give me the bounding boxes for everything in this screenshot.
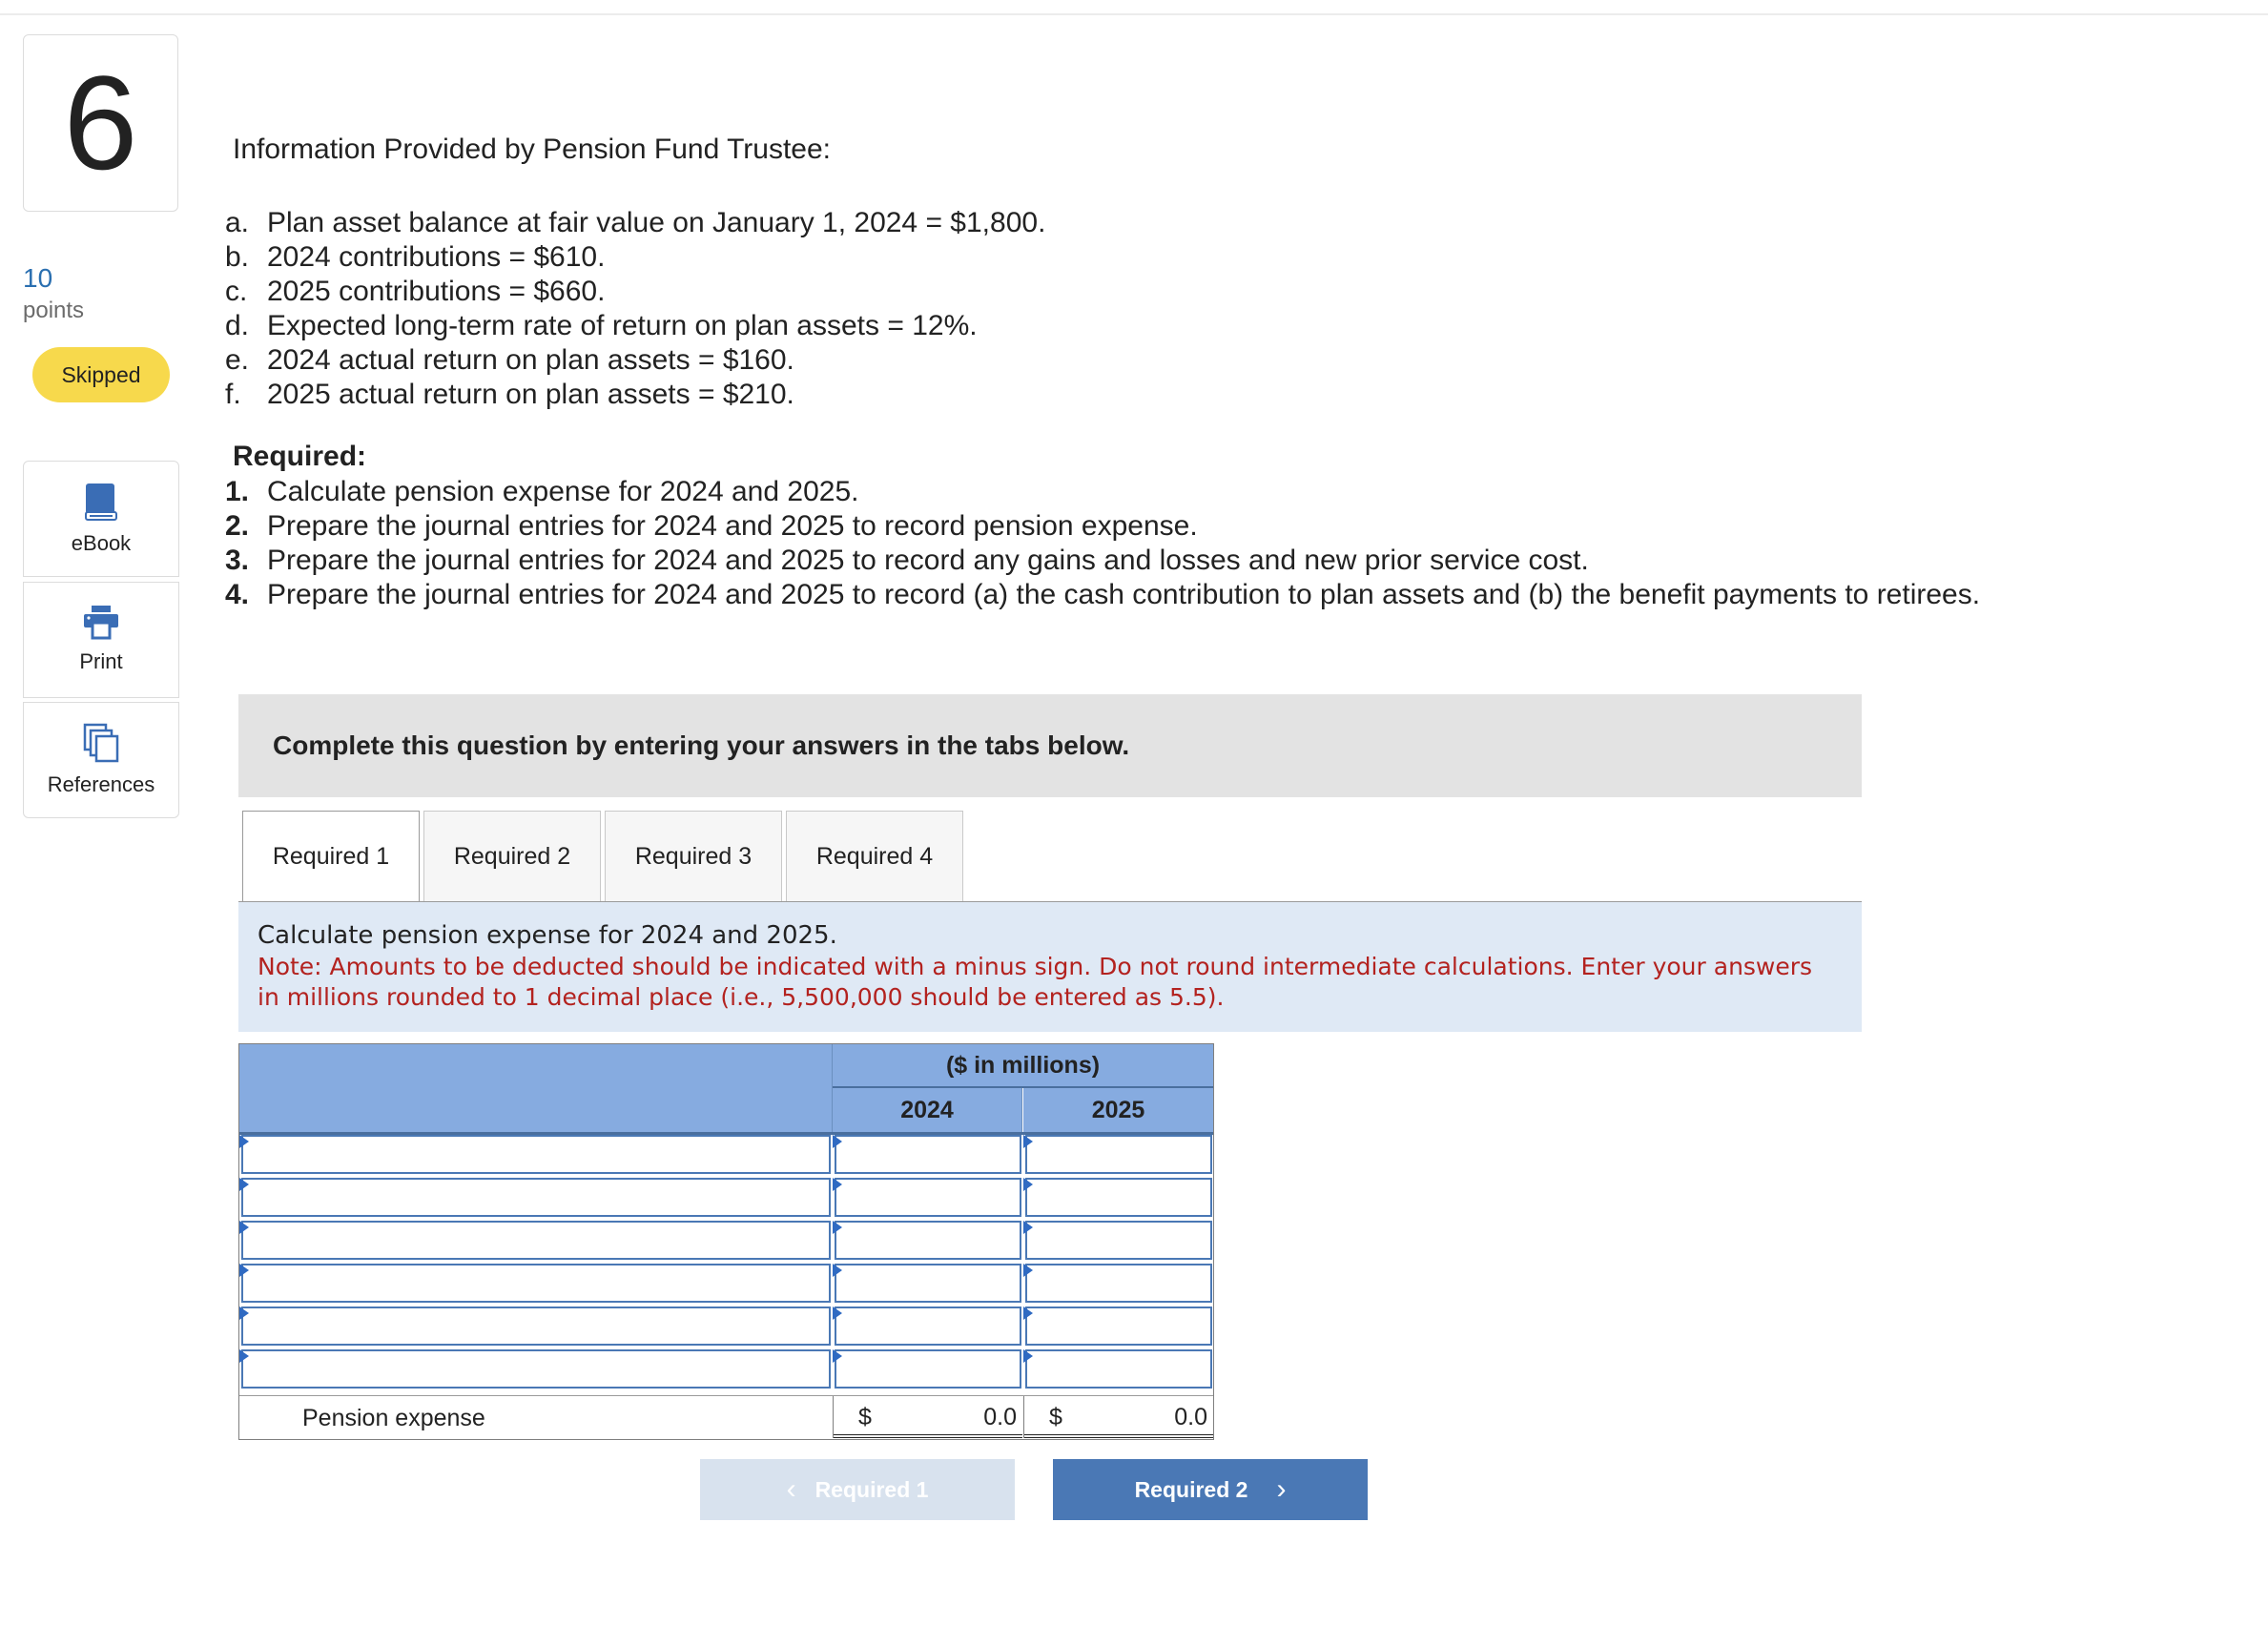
info-item: e. 2024 actual return on plan assets = $160. <box>225 344 794 376</box>
amount-2025-input[interactable] <box>1025 1221 1212 1260</box>
currency-symbol: $ <box>858 1404 872 1430</box>
dropdown-indicator-icon <box>1023 1307 1033 1320</box>
pension-component-input[interactable] <box>241 1178 831 1217</box>
dropdown-indicator-icon <box>1023 1221 1033 1234</box>
required-item: 3. Prepare the journal entries for 2024 and 2025 to record any gains and losses and new prior service cost. <box>225 545 1589 576</box>
amount-2024-input[interactable] <box>835 1221 1021 1260</box>
points-value: 10 <box>23 263 53 293</box>
table-unit-header: ($ in millions) <box>833 1044 1213 1088</box>
amount-2025-input[interactable] <box>1025 1349 1212 1389</box>
tab-required-4[interactable]: Required 4 <box>786 811 963 902</box>
references-button[interactable] <box>23 702 179 818</box>
instruction-note: Note: Amounts to be deducted should be indicated with a minus sign. Do not round intermediate calculations. Enter your answers in millions rounded to 1 decimal place (i.e., 5,500,000 should be entered as 5.5). <box>258 953 1813 1011</box>
required-item: 2. Prepare the journal entries for 2024 and 2025 to record pension expense. <box>225 510 1198 542</box>
printer-icon <box>82 606 120 640</box>
pension-expense-2025-value: 0.0 <box>1174 1404 1207 1430</box>
tab-required-1[interactable]: Required 1 <box>242 811 420 902</box>
dropdown-indicator-icon <box>1023 1135 1033 1148</box>
dropdown-indicator-icon <box>833 1178 842 1191</box>
dropdown-indicator-icon <box>833 1221 842 1234</box>
dropdown-indicator-icon <box>1023 1349 1033 1363</box>
dropdown-indicator-icon <box>1023 1178 1033 1191</box>
dropdown-indicator-icon <box>833 1135 842 1148</box>
info-item: b. 2024 contributions = $610. <box>225 241 606 273</box>
ebook-label: eBook <box>71 531 132 555</box>
pension-expense-2024-cell <box>833 1396 1022 1438</box>
instruction-text: Calculate pension expense for 2024 and 2025. <box>258 921 837 950</box>
required-title: Required: <box>233 441 367 472</box>
pension-expense-2025-cell <box>1023 1396 1213 1438</box>
tab-required-3[interactable]: Required 3 <box>605 811 782 902</box>
pension-component-input[interactable] <box>241 1307 831 1346</box>
required-list <box>225 475 2003 612</box>
prev-tab-label: Required 1 <box>814 1476 929 1502</box>
prev-tab-button[interactable] <box>700 1459 1015 1520</box>
amount-2025-input[interactable] <box>1025 1307 1212 1346</box>
next-tab-label: Required 2 <box>1134 1476 1248 1502</box>
amount-2025-input[interactable] <box>1025 1135 1212 1174</box>
amount-2024-input[interactable] <box>835 1264 1021 1303</box>
references-icon <box>83 723 119 763</box>
double-underline <box>1024 1434 1213 1438</box>
info-item: d. Expected long-term rate of return on plan assets = 12%. <box>225 310 978 341</box>
pension-component-input[interactable] <box>241 1221 831 1260</box>
complete-banner: Complete this question by entering your answers in the tabs below. <box>238 694 1862 797</box>
dropdown-indicator-icon <box>239 1349 249 1363</box>
dropdown-indicator-icon <box>239 1135 249 1148</box>
chevron-left-icon: ‹ <box>786 1473 796 1505</box>
dropdown-indicator-icon <box>1023 1264 1033 1277</box>
amount-2025-input[interactable] <box>1025 1178 1212 1217</box>
pension-expense-table <box>238 1043 1214 1440</box>
points-label: points <box>23 298 85 323</box>
top-divider <box>0 13 2268 15</box>
amount-2024-input[interactable] <box>835 1349 1021 1389</box>
info-item: f. 2025 actual return on plan assets = $210. <box>225 379 794 410</box>
pension-component-input[interactable] <box>241 1264 831 1303</box>
amount-2024-input[interactable] <box>835 1135 1021 1174</box>
tab-bar <box>242 811 967 902</box>
dropdown-indicator-icon <box>239 1307 249 1320</box>
currency-symbol: $ <box>1049 1404 1062 1430</box>
instructions-panel <box>238 902 1862 1032</box>
table-year-header-2025: 2025 <box>1023 1088 1213 1132</box>
ebook-button[interactable] <box>23 461 179 577</box>
tab-required-2[interactable]: Required 2 <box>423 811 601 902</box>
dropdown-indicator-icon <box>833 1307 842 1320</box>
info-item: c. 2025 contributions = $660. <box>225 276 606 307</box>
pension-component-input[interactable] <box>241 1349 831 1389</box>
dropdown-indicator-icon <box>833 1349 842 1363</box>
book-icon <box>84 482 118 522</box>
table-year-header-2024: 2024 <box>833 1088 1022 1132</box>
question-number: 6 <box>23 34 178 212</box>
amount-2024-input[interactable] <box>835 1307 1021 1346</box>
required-item: 4. Prepare the journal entries for 2024 and 2025 to record (a) the cash contribution to plan assets and (b) the benefit payments to retirees. <box>225 579 1981 610</box>
dropdown-indicator-icon <box>239 1221 249 1234</box>
double-underline <box>834 1434 1022 1438</box>
amount-2025-input[interactable] <box>1025 1264 1212 1303</box>
dropdown-indicator-icon <box>833 1264 842 1277</box>
amount-2024-input[interactable] <box>835 1178 1021 1217</box>
references-label: References <box>47 772 155 796</box>
status-badge: Skipped <box>32 347 170 402</box>
print-button[interactable] <box>23 582 179 698</box>
chevron-right-icon: › <box>1276 1473 1287 1505</box>
pension-expense-total-row <box>239 1395 1213 1439</box>
dropdown-indicator-icon <box>239 1178 249 1191</box>
info-title: Information Provided by Pension Fund Trustee: <box>233 134 832 165</box>
table-header-label-column <box>239 1044 833 1132</box>
dropdown-indicator-icon <box>239 1264 249 1277</box>
pension-component-input[interactable] <box>241 1135 831 1174</box>
pension-expense-label: Pension expense <box>302 1404 485 1431</box>
required-item: 1. Calculate pension expense for 2024 and 2025. <box>225 476 859 507</box>
print-label: Print <box>79 649 123 673</box>
next-tab-button[interactable] <box>1053 1459 1368 1520</box>
pension-expense-2024-value: 0.0 <box>983 1404 1017 1430</box>
info-item: a. Plan asset balance at fair value on January 1, 2024 = $1,800. <box>225 207 1046 238</box>
info-list <box>225 206 1045 412</box>
